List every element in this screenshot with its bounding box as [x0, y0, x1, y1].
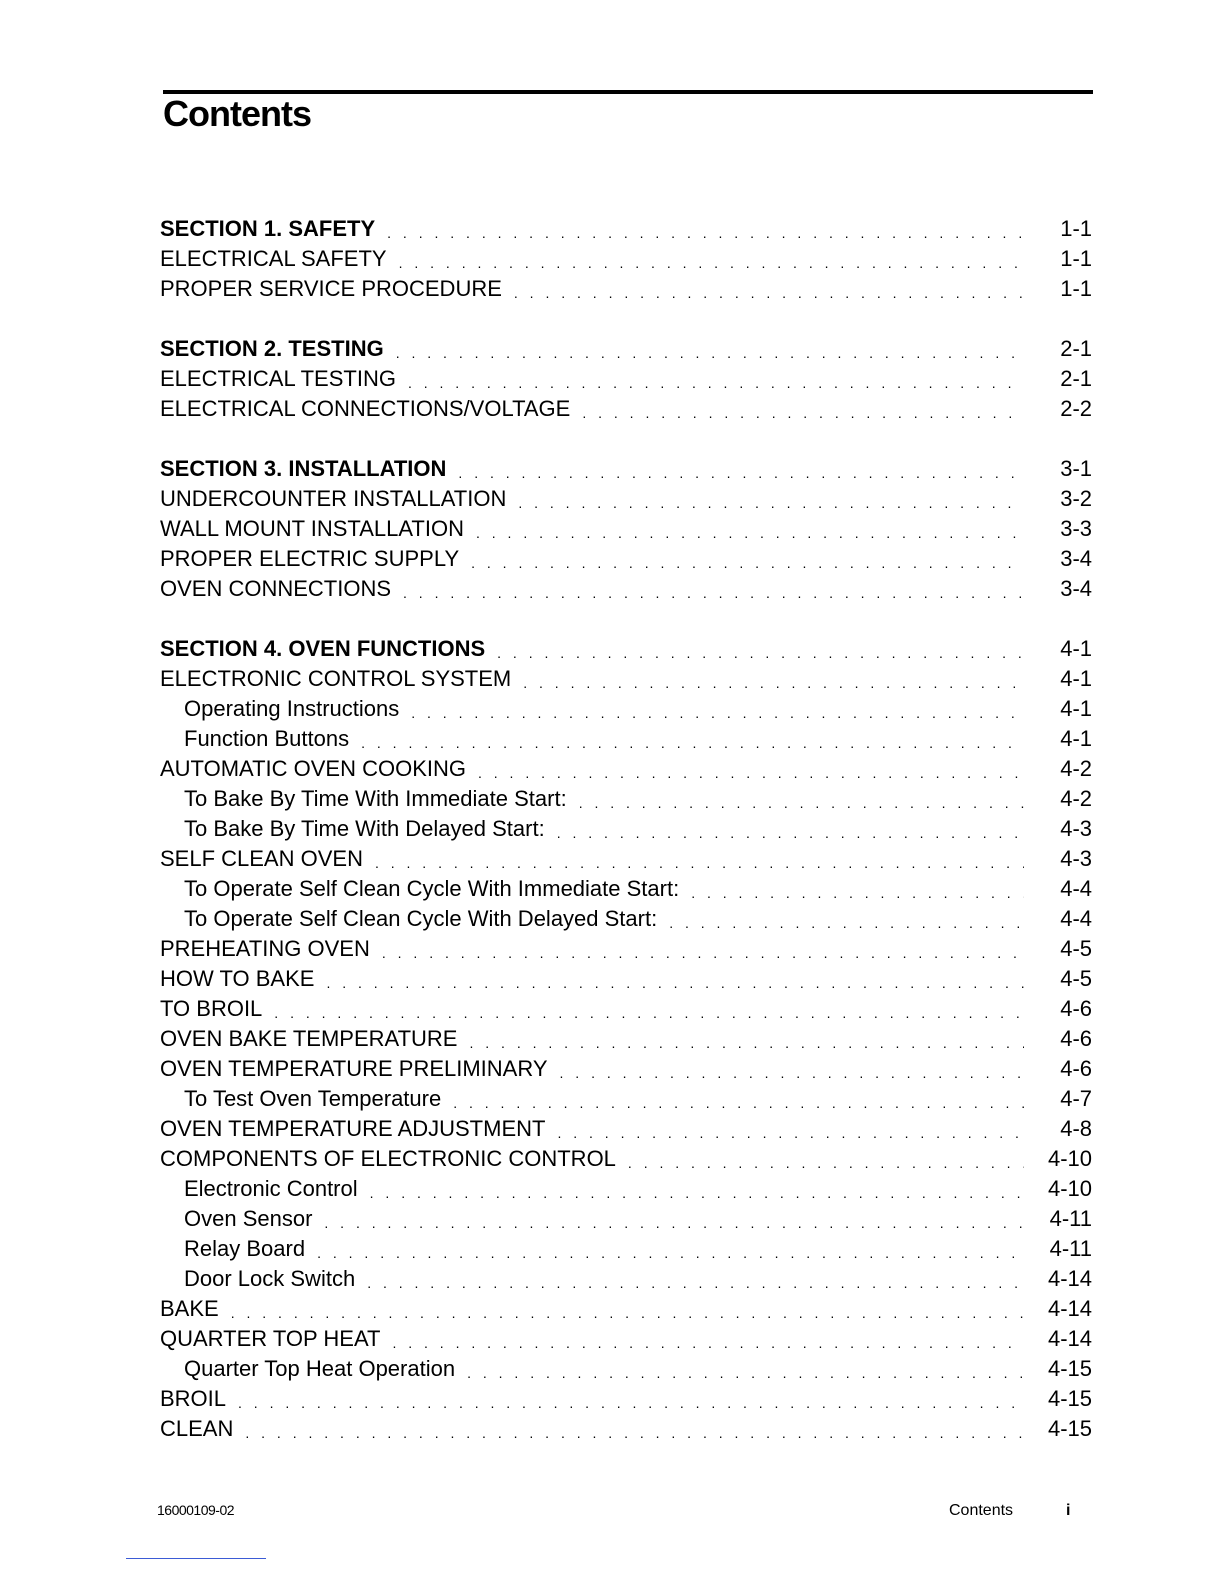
- toc-entry-label: Quarter Top Heat Operation: [184, 1356, 456, 1381]
- toc-entry-page: 4-4: [1060, 906, 1092, 931]
- toc-section-heading: [160, 454, 1092, 484]
- toc-entry-page: 4-14: [1047, 1326, 1092, 1351]
- toc-dot-leader: [579, 792, 1024, 814]
- toc-entry: [160, 1084, 1092, 1114]
- toc-entry: [160, 274, 1092, 304]
- toc-entry: [160, 694, 1092, 724]
- toc-dot-leader: [274, 1002, 1024, 1024]
- toc-entry-label: HOW TO BAKE: [160, 966, 315, 991]
- toc-dot-leader: [231, 1302, 1024, 1324]
- toc-entry-label: Oven Sensor: [184, 1206, 313, 1231]
- toc-entry-page: 2-1: [1060, 366, 1092, 391]
- toc-entry: [160, 1384, 1092, 1414]
- toc-entry-label: OVEN TEMPERATURE ADJUSTMENT: [160, 1116, 546, 1141]
- toc-entry: [160, 1024, 1092, 1054]
- toc-dot-leader: [382, 942, 1024, 964]
- toc-dot-leader: [628, 1152, 1024, 1174]
- toc-entry-label: AUTOMATIC OVEN COOKING: [160, 756, 466, 781]
- toc-dot-leader: [453, 1092, 1024, 1114]
- toc-entry-page: 4-2: [1060, 756, 1092, 781]
- toc-entry-label: ELECTRICAL CONNECTIONS/VOLTAGE: [160, 396, 571, 421]
- toc-entry-label: UNDERCOUNTER INSTALLATION: [160, 486, 507, 511]
- toc-entry-page: 4-6: [1060, 1056, 1092, 1081]
- toc-entry: [160, 934, 1092, 964]
- toc-entry-page: 1-1: [1060, 216, 1092, 241]
- toc-dot-leader: [467, 1362, 1024, 1384]
- toc-entry: [160, 514, 1092, 544]
- toc-dot-leader: [403, 582, 1024, 604]
- toc-entry-page: 3-1: [1060, 456, 1092, 481]
- toc-dot-leader: [326, 972, 1024, 994]
- page-title: Contents: [163, 93, 311, 134]
- toc-dot-leader: [399, 252, 1024, 274]
- toc-entry: [160, 394, 1092, 424]
- toc-entry-label: Door Lock Switch: [184, 1266, 356, 1291]
- toc-entry-label: CLEAN: [160, 1416, 234, 1441]
- toc-entry: [160, 664, 1092, 694]
- toc-entry-page: 4-11: [1049, 1206, 1092, 1231]
- toc-entry: [160, 1264, 1092, 1294]
- toc-section-heading: [160, 214, 1092, 244]
- toc-entry-label: OVEN TEMPERATURE PRELIMINARY: [160, 1056, 548, 1081]
- footer-page-number: i: [1066, 1502, 1071, 1519]
- footer-line: [126, 1558, 266, 1559]
- toc-entry-page: 4-11: [1049, 1236, 1092, 1261]
- toc-section-heading: [160, 634, 1092, 664]
- toc-entry-label: Function Buttons: [184, 726, 350, 751]
- toc-entry-page: 2-2: [1060, 396, 1092, 421]
- toc-entry-label: PROPER ELECTRIC SUPPLY: [160, 546, 460, 571]
- toc-entry-page: 4-8: [1060, 1116, 1092, 1141]
- toc-entry-page: 4-7: [1060, 1086, 1092, 1111]
- toc-entry-page: 4-15: [1047, 1386, 1092, 1411]
- toc-entry-label: To Bake By Time With Delayed Start:: [184, 816, 545, 841]
- toc-entry-page: 4-10: [1047, 1146, 1092, 1171]
- toc-entry-page: 3-4: [1060, 546, 1092, 571]
- toc-entry-page: 3-2: [1060, 486, 1092, 511]
- toc-entry-page: 4-15: [1047, 1356, 1092, 1381]
- toc-entry-label: QUARTER TOP HEAT: [160, 1326, 381, 1351]
- toc-entry-label: TO BROIL: [160, 996, 263, 1021]
- toc-entry-label: To Operate Self Clean Cycle With Immediate Start:: [184, 876, 680, 901]
- toc-entry: [160, 1114, 1092, 1144]
- toc-entry: [160, 1144, 1092, 1174]
- footer-section-name: Contents: [949, 1502, 1014, 1519]
- toc-dot-leader: [370, 1182, 1024, 1204]
- toc-dot-leader: [478, 762, 1024, 784]
- toc-dot-leader: [408, 372, 1024, 394]
- toc-dot-leader: [476, 522, 1024, 544]
- toc-dot-leader: [471, 552, 1024, 574]
- toc-entry: [160, 754, 1092, 784]
- toc-entry: [160, 724, 1092, 754]
- toc-entry-page: 4-2: [1060, 786, 1092, 811]
- toc-dot-leader: [560, 1062, 1024, 1084]
- toc-entry: [160, 1414, 1092, 1444]
- toc-entry-page: 4-1: [1060, 636, 1092, 661]
- toc-dot-leader: [458, 462, 1024, 484]
- toc-entry-page: 4-15: [1047, 1416, 1092, 1441]
- toc-entry-page: 4-3: [1060, 846, 1092, 871]
- toc-dot-leader: [375, 852, 1024, 874]
- toc-entry: [160, 244, 1092, 274]
- footer-doc-number: 16000109-02: [157, 1502, 235, 1518]
- toc-entry-label: SECTION 2. TESTING: [160, 336, 384, 361]
- toc-entry: [160, 844, 1092, 874]
- toc-dot-leader: [691, 882, 1024, 904]
- toc-dot-leader: [324, 1212, 1024, 1234]
- toc-entry-label: OVEN CONNECTIONS: [160, 576, 392, 601]
- toc-entry: [160, 994, 1092, 1024]
- toc-entry-label: PREHEATING OVEN: [160, 936, 370, 961]
- toc-dot-leader: [557, 822, 1024, 844]
- toc-entry: [160, 814, 1092, 844]
- toc-entry-label: BAKE: [160, 1296, 219, 1321]
- toc-entry-label: PROPER SERVICE PROCEDURE: [160, 276, 502, 301]
- toc-entry-label: To Operate Self Clean Cycle With Delayed Start:: [184, 906, 658, 931]
- toc-entry-label: SECTION 3. INSTALLATION: [160, 456, 447, 481]
- toc-dot-leader: [317, 1242, 1024, 1264]
- toc-section-heading: [160, 334, 1092, 364]
- toc-dot-leader: [582, 402, 1024, 424]
- toc-entry-label: To Test Oven Temperature: [184, 1086, 442, 1111]
- toc-dot-leader: [245, 1422, 1024, 1444]
- toc-dot-leader: [497, 642, 1024, 664]
- toc-entry-page: 4-5: [1060, 936, 1092, 961]
- toc-entry-page: 1-1: [1060, 276, 1092, 301]
- toc-entry-page: 4-6: [1060, 1026, 1092, 1051]
- toc-entry: [160, 874, 1092, 904]
- toc-dot-leader: [387, 222, 1024, 244]
- toc-entry-page: 4-4: [1060, 876, 1092, 901]
- toc-entry-page: 4-1: [1060, 666, 1092, 691]
- toc-entry-page: 4-14: [1047, 1266, 1092, 1291]
- toc-entry: [160, 544, 1092, 574]
- toc-dot-leader: [238, 1392, 1024, 1414]
- toc-entry-page: 2-1: [1060, 336, 1092, 361]
- toc-entry-page: 4-5: [1060, 966, 1092, 991]
- toc-dot-leader: [514, 282, 1024, 304]
- toc-entry-label: WALL MOUNT INSTALLATION: [160, 516, 464, 541]
- toc-entry-label: SELF CLEAN OVEN: [160, 846, 363, 871]
- toc-dot-leader: [557, 1122, 1024, 1144]
- toc-entry: [160, 1354, 1092, 1384]
- toc-entry-label: SECTION 4. OVEN FUNCTIONS: [160, 636, 486, 661]
- toc-entry-label: COMPONENTS OF ELECTRONIC CONTROL: [160, 1146, 616, 1171]
- toc-entry: [160, 784, 1092, 814]
- toc-entry-page: 4-6: [1060, 996, 1092, 1021]
- toc-entry: [160, 1054, 1092, 1084]
- toc-entry-page: 1-1: [1060, 246, 1092, 271]
- table-of-contents: [160, 214, 1092, 1444]
- toc-entry-page: 3-3: [1060, 516, 1092, 541]
- toc-entry-label: OVEN BAKE TEMPERATURE: [160, 1026, 458, 1051]
- toc-entry-page: 4-3: [1060, 816, 1092, 841]
- toc-entry: [160, 1294, 1092, 1324]
- toc-dot-leader: [396, 342, 1024, 364]
- toc-entry-page: 4-14: [1047, 1296, 1092, 1321]
- toc-dot-leader: [469, 1032, 1024, 1054]
- toc-dot-leader: [669, 912, 1024, 934]
- toc-entry-label: Relay Board: [184, 1236, 306, 1261]
- toc-dot-leader: [523, 672, 1024, 694]
- toc-entry-label: SECTION 1. SAFETY: [160, 216, 376, 241]
- toc-entry-page: 3-4: [1060, 576, 1092, 601]
- toc-entry-label: Electronic Control: [184, 1176, 358, 1201]
- toc-dot-leader: [367, 1272, 1024, 1294]
- toc-entry: [160, 1324, 1092, 1354]
- toc-entry: [160, 484, 1092, 514]
- toc-entry: [160, 1174, 1092, 1204]
- toc-entry: [160, 1234, 1092, 1264]
- toc-entry-page: 4-10: [1047, 1176, 1092, 1201]
- toc-entry: [160, 964, 1092, 994]
- toc-entry: [160, 364, 1092, 394]
- toc-entry-label: To Bake By Time With Immediate Start:: [184, 786, 567, 811]
- toc-entry-page: 4-1: [1060, 726, 1092, 751]
- toc-entry: [160, 904, 1092, 934]
- toc-dot-leader: [392, 1332, 1024, 1354]
- toc-entry: [160, 1204, 1092, 1234]
- toc-entry-label: BROIL: [160, 1386, 227, 1411]
- toc-entry: [160, 574, 1092, 604]
- toc-dot-leader: [518, 492, 1024, 514]
- toc-entry-label: ELECTRONIC CONTROL SYSTEM: [160, 666, 512, 691]
- toc-entry-page: 4-1: [1060, 696, 1092, 721]
- toc-dot-leader: [361, 732, 1024, 754]
- toc-entry-label: Operating Instructions: [184, 696, 400, 721]
- toc-entry-label: ELECTRICAL TESTING: [160, 366, 396, 391]
- toc-entry-label: ELECTRICAL SAFETY: [160, 246, 387, 271]
- toc-dot-leader: [411, 702, 1024, 724]
